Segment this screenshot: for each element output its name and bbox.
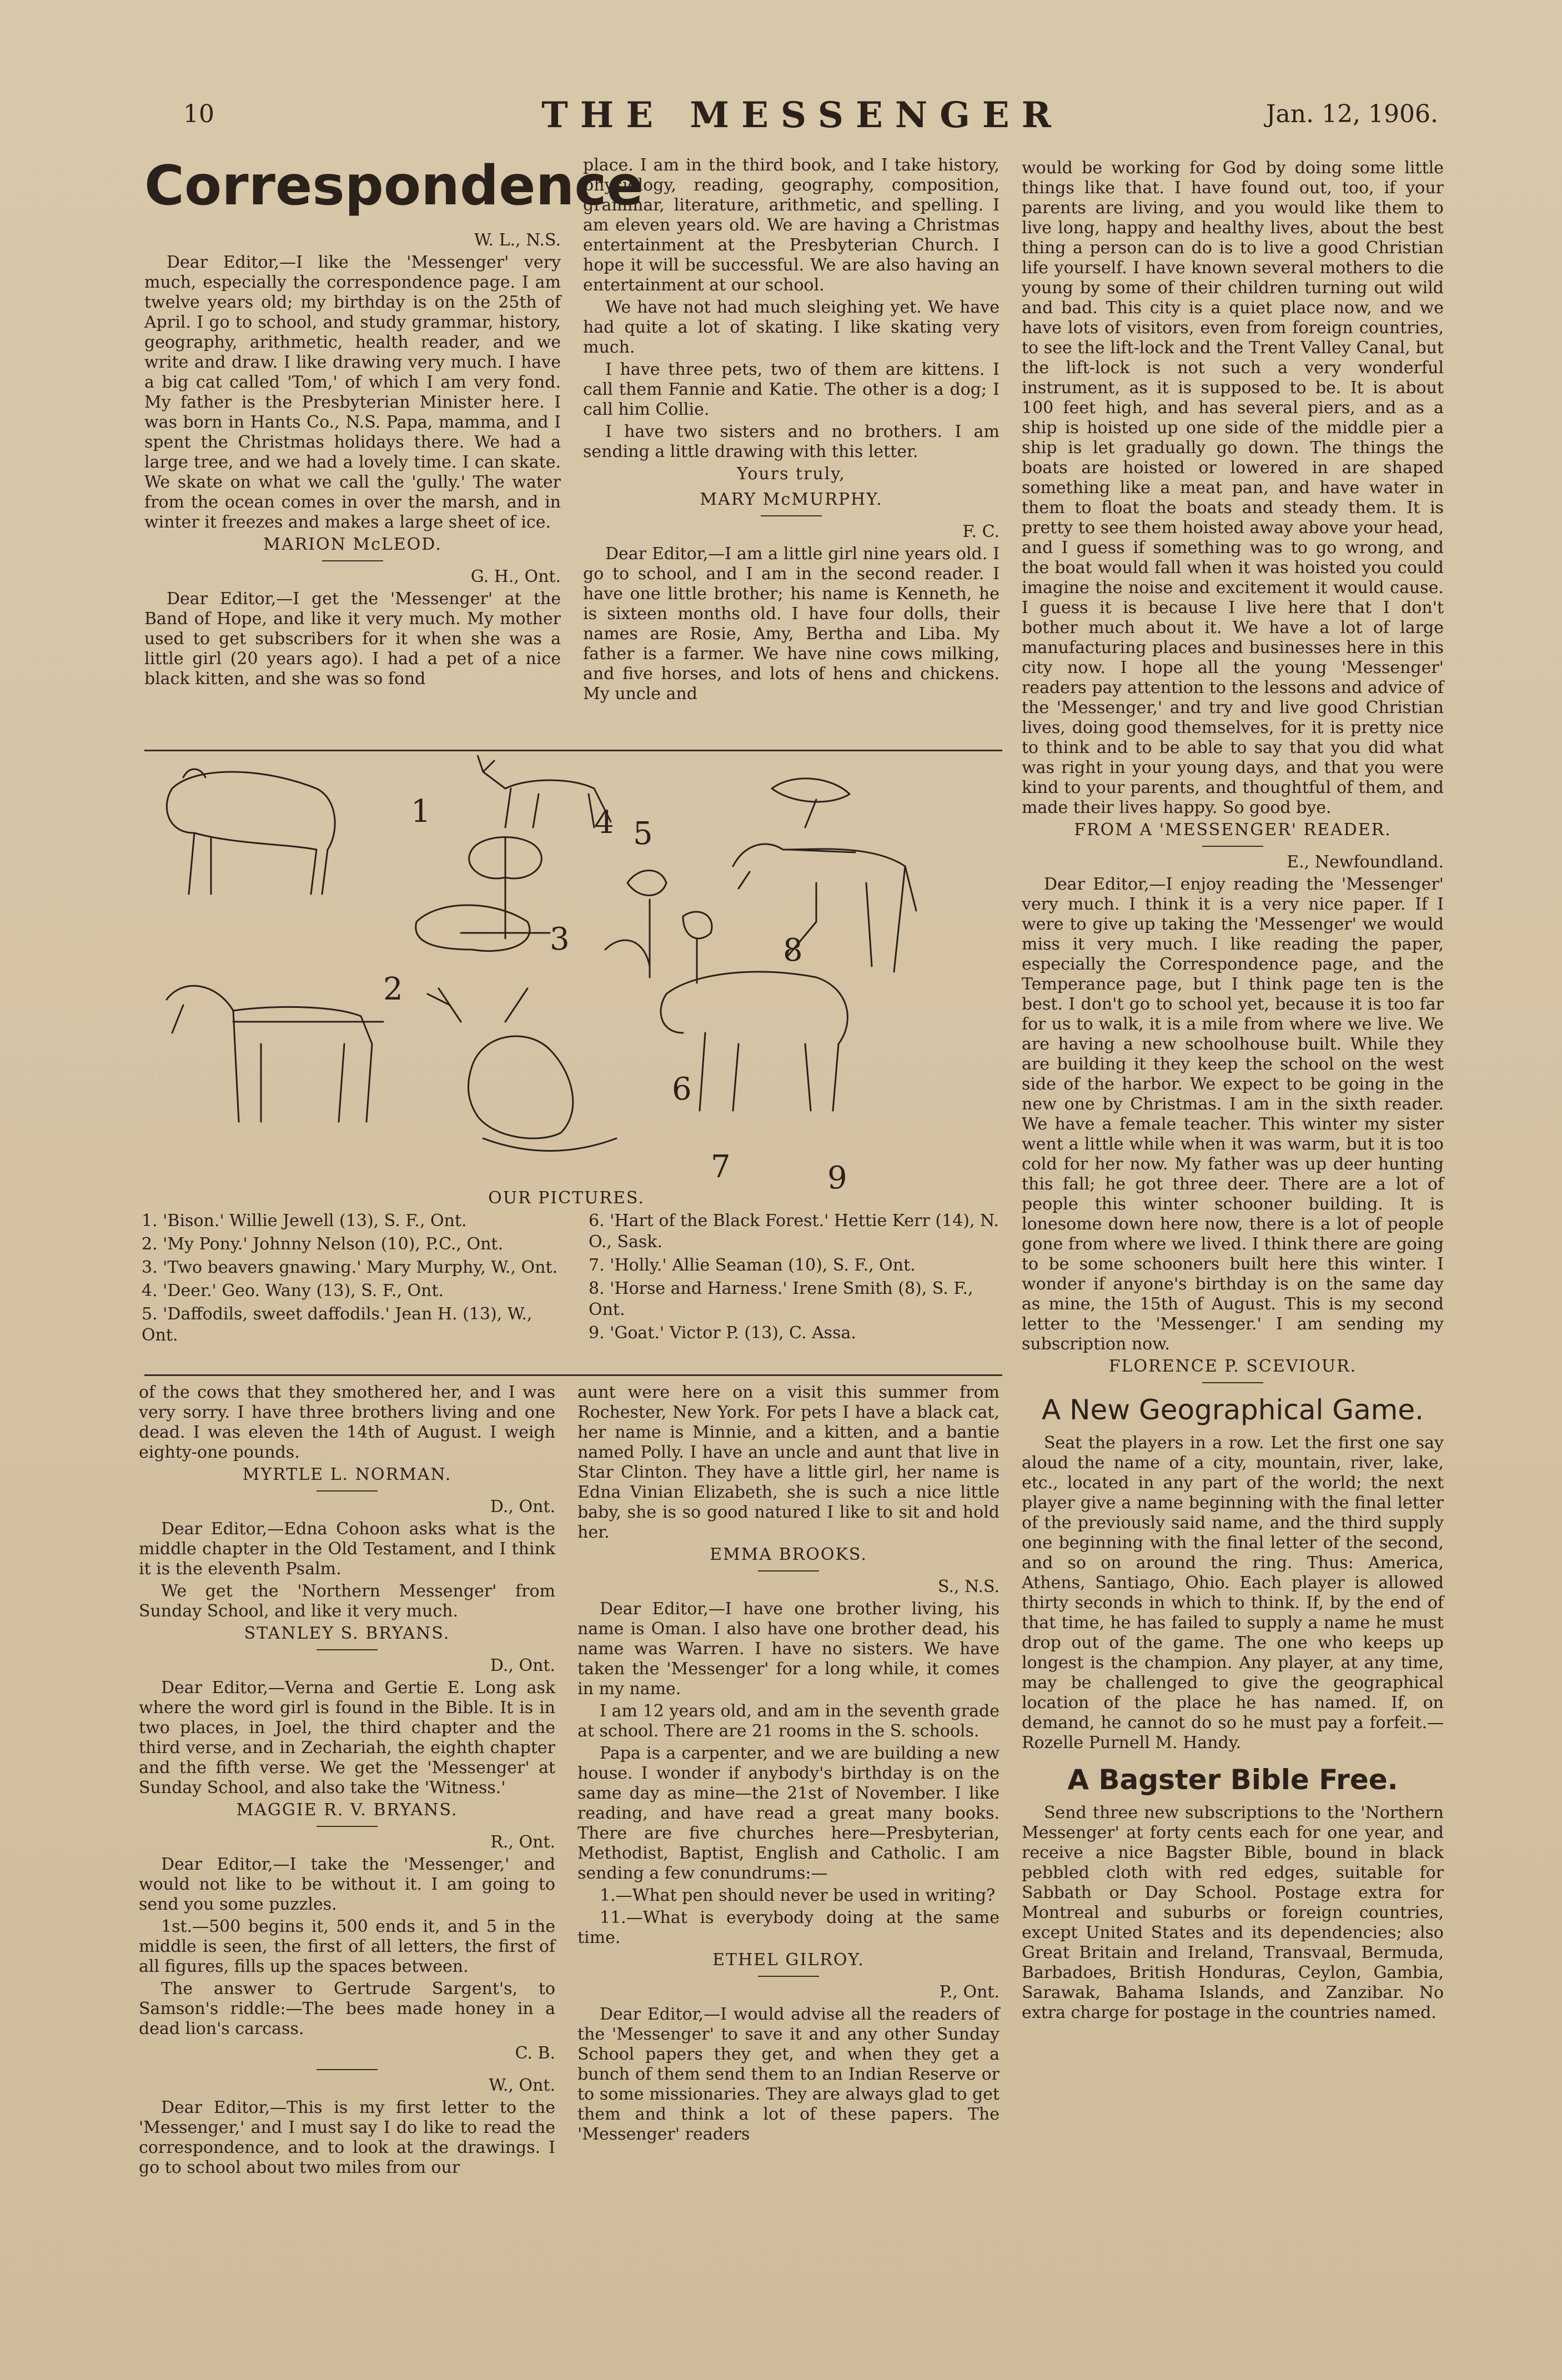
body-paragraph: Seat the players in a row. Let the first one say aloud the name of a city, mountain, river, lake, etc., located in any part of the world; the next player give a name beginning with the final letter of the previously said name, and the third supply one beginning with the final letter of the second, and so on around the ring. Thus: America, Athens, Santiago, Ohio. Each player is allowed thirty seconds in which to think. If, by the end of that time, he has failed to supply a name he must drop out of the game. The one who keeps up longest is the champion. Any player, at any time, may be challenged to give the geographical location of the place he has named. If, on demand, he cannot do so he must pay a forfeit.—Rozelle Purnell M. Handy. [1022,1433,1444,1753]
letter-signature: ETHEL GILROY. [712,1950,865,1970]
body-paragraph: I am 12 years old, and am in the seventh grade at school. There are 21 rooms in the S. schools. [577,1701,1000,1741]
letter-signature: MAGGIE R. V. BRYANS. [236,1800,458,1820]
letter-signature: MARION McLEOD. [263,535,442,554]
letter-signature: FLORENCE P. SCEVIOUR. [1108,1357,1357,1376]
holly-drawing [772,779,850,827]
horse-harness-drawing [733,844,916,972]
body-paragraph: 1.—What pen should never be used in writing? [600,1886,996,1905]
section-title: Correspondence [144,154,644,218]
daffodils-drawing [605,871,712,983]
illustration-number-8: 8 [783,932,803,968]
caption-item: 2. 'My Pony.' Johnny Nelson (10), P.C., Ont. [142,1234,503,1254]
masthead-title: THE MESSENGER [541,94,1063,136]
letter-separator [1202,1382,1263,1383]
letter-separator [761,515,822,516]
letter-signature: MYRTLE L. NORMAN. [242,1465,452,1484]
illustration-number-2: 2 [383,971,403,1007]
body-paragraph: Dear Editor,—I have one brother living, his name is Oman. I also have one brother dead, his name was Warren. I have no sisters. We have taken the 'Messenger' for a long while, it comes in my name. [577,1599,1000,1699]
illustration-number-9: 9 [827,1160,847,1196]
tree-drawing [461,837,550,939]
column-1-bottom [139,1383,555,2180]
caption-item: 3. 'Two beavers gnawing.' Mary Murphy, W., Ont. [142,1258,558,1277]
letter-separator [758,1570,819,1571]
body-paragraph: 1st.—500 begins it, 500 ends it, and 5 in the middle is seen, the first of all letters, the first of all figures, fills up the spaces between. [139,1917,555,1976]
article-title: A New Geographical Game. [1041,1394,1424,1426]
letter-separator [317,1649,378,1650]
body-paragraph: would be working for God by doing some little things like that. I have found out, too, if your parents are living, and you would like them to live long, happy and healthy lives, about the best thing a person can do is to live a good Christian life yourself. I have known several mothers to die young by some of their children turning out wild and bad. This city is a quiet place now, and we have lots of visitors, even from foreign countries, to see the lift-lock and the Trent Valley Canal, but the lift-lock is not such a very wonderful instrument, as it is supposed to be. It is about 100 feet high, and has several piers, and as a ship is hoisted up one side of the middle pier a ship is let gradually go down. The things the boats are hoisted or lowered in are shaped something like a meat pan, and have water in them to float the boats and steady them. It is pretty to see them hoisted away above your head, and I guess if something was to go wrong, and the boat would fall when it was hoisted you could imagine the noise and excitement it would cause. I guess it is because I live here that I don't bother much about it. We have a lot of large manufacturing places and businesses here in this city now. I hope all the young 'Messenger' readers pay attention to the lessons and advice of the 'Messenger,' and try and live good Christian lives, doing good themselves, for it is pretty nice to think and to be able to say that you did what was right in your young days, and that you were kind to your parents, and thoughtful of them, and made their lives happy. So good bye. [1022,158,1444,817]
body-paragraph: I have three pets, two of them are kittens. I call them Fannie and Katie. The other is a dog; I call him Collie. [583,360,1000,419]
our-pictures-list-left [142,1211,569,1348]
illustration-number-1: 1 [411,794,431,830]
illustration-number-3: 3 [550,921,570,957]
letter-signature: Yours truly, [737,464,846,484]
children-drawings-illustration [150,755,983,1205]
body-paragraph: We get the 'Northern Messenger' from Sunday School, and like it very much. [139,1581,555,1621]
hart-drawing [428,988,573,1138]
our-pictures-title: OUR PICTURES. [488,1188,645,1208]
page-header [155,83,1449,150]
body-paragraph: I have two sisters and no brothers. I am sending a little drawing with this letter. [583,422,1000,461]
illustration-number-5: 5 [633,816,653,852]
body-paragraph: Dear Editor,—I would advise all the readers of the 'Messenger' to save it and any other Sunday School papers they get, and when they get a bunch of them send them to an Indian Reserve or to some missionaries. They are always glad to get them and think a lot of these papers. The 'Messenger' readers [577,2005,1000,2144]
body-paragraph: Dear Editor,—I like the 'Messenger' very much, especially the correspondence page. I am twelve years old; my birthday is on the 25th of April. I go to school, and study grammar, history, geography, arithmetic, health reader, and we write and draw. I like drawing very much. I have a big cat called 'Tom,' of which I am very fond. My father is the Presbyterian Minister here. I was born in Hants Co., N.S. Papa, mamma, and I spent the Christmas holidays there. We had a large tree, and we had a lovely time. I can skate. We skate on what we call the 'gully.' The water from the ocean comes in over the marsh, and in winter it freezes and makes a large sheet of ice. [144,253,561,532]
column-3 [1022,158,1444,2025]
letter-separator [317,1490,378,1492]
caption-item: 6. 'Hart of the Black Forest.' Hettie Kerr (14), N. O., Sask. [589,1211,999,1252]
illustration-number-7: 7 [711,1149,731,1185]
article-title: A Bagster Bible Free. [1067,1764,1398,1796]
letter-location: G. H., Ont. [470,567,561,586]
illustration-number-4: 4 [594,805,614,841]
page-number: 10 [183,100,214,128]
letter-separator [322,560,383,561]
caption-item: 7. 'Holly.' Allie Seaman (10), S. F., Ont. [589,1256,916,1275]
beavers-drawing [416,905,530,951]
caption-item: 4. 'Deer.' Geo. Wany (13), S. F., Ont. [142,1281,444,1301]
letter-location: F. C. [962,522,1000,541]
letter-signature: STANLEY S. BRYANS. [244,1624,450,1643]
letter-signature: EMMA BROOKS. [710,1545,867,1564]
letter-location: R., Ont. [490,1832,555,1852]
body-paragraph: Dear Editor,—I enjoy reading the 'Messenger' very much. I think it is a very nice paper. If I were to give up taking the 'Messenger' we would miss it very much. I like reading the paper, especially the Correspondence page, and the Temperance page, but I think page ten is the best. I don't go to school yet, because it is too far for us to walk, it is a mile from where we live. We are having a new schoolhouse built. While they are building it they keep the school on the west side of the harbor. We expect to be going in the new one by Christmas. I am in the sixth reader. We have a female teacher. This winter my sister went a little while when it was warm, but it is too cold for her now. My father was up deer hunting this fall; he got three deer. There are a lot of people this winter schooner building. It is lonesome down here now, there is a lot of people gone from where we lived. I think there are going to be some schooners built here this winter. I wonder if anyone's birthday is on the same day as mine, the 15th of August. This is my second letter to the 'Messenger.' I am sending my subscription now. [1022,875,1444,1354]
letter-location: D., Ont. [490,1656,555,1675]
column-2-bottom [577,1383,1000,2147]
letter-location: S., N.S. [938,1577,1000,1596]
body-paragraph: The answer to Gertrude Sargent's, to Samson's riddle:—The bees made honey in a dead lion's carcass. [139,1979,555,2038]
caption-item: 5. 'Daffodils, sweet daffodils.' Jean H. (13), W., Ont. [142,1304,533,1345]
illustration-number-6: 6 [672,1071,692,1107]
letter-separator [317,2069,378,2070]
caption-item: 8. 'Horse and Harness.' Irene Smith (8), S. F., Ont. [589,1279,973,1319]
body-paragraph: 11.—What is everybody doing at the same time. [577,1908,1000,1947]
body-paragraph: aunt were here on a visit this summer from Rochester, New York. For pets I have a black cat, her name is Minnie, and a kitten, and a bantie named Polly. I have an uncle and aunt that live in Star Clinton. They have a little girl, her name is Edna Vinian Elizabeth, she is such a nice little baby, she is so good natured I like to sit and hold her. [577,1383,1000,1542]
letter-separator [758,1976,819,1977]
divider-above-illustration [144,750,1002,751]
body-paragraph: Papa is a carpenter, and we are building a new house. I wonder if anybody's birthday is on the same day as mine—the 21st of November. I like reading, and have read a great many books. There are five churches here—Presbyterian, Methodist, Baptist, English and Catholic. I am sending a few conundrums:— [577,1744,1000,1883]
letter-location: D., Ont. [490,1497,555,1517]
letter-signature: FROM A 'MESSENGER' READER. [1074,820,1392,840]
body-paragraph: We have not had much sleighing yet. We have had quite a lot of skating. I like skating very much. [583,298,1000,357]
bison-drawing [167,772,335,894]
letter-location: W. L., N.S. [474,230,561,250]
letter-separator [1202,846,1263,847]
body-paragraph: of the cows that they smothered her, and I was very sorry. I have three brothers living and one dead. I was eleven the 14th of August. I weigh eighty-one pounds. [139,1383,555,1462]
letter-location: C. B. [515,2043,555,2063]
body-paragraph: Dear Editor,—I am a little girl nine years old. I go to school, and I am in the second reader. I have one little brother; his name is Kenneth, he is sixteen months old. I have four dolls, their names are Rosie, Amy, Bertha and Liba. My father is a farmer. We have nine cows milking, and five horses, and lots of hens and chickens. My uncle and [583,544,1000,704]
body-paragraph: place. I am in the third book, and I take history, physiology, reading, geography, composition, grammar, literature, arithmetic, and spelling. I am eleven years old. We are having a Christmas entertainment at the Presbyterian Church. I hope it will be successful. We are also having an entertainment at our school. [583,155,1000,295]
our-pictures-list-right [589,1211,1000,1346]
body-paragraph: Dear Editor,—Verna and Gertie E. Long ask where the word girl is found in the Bible. It is in two places, in Joel, the third chapter and the third verse, and in Zechariah, the eighth chapter and the fifth verse. We get the 'Messenger' at Sunday School, and also take the 'Witness.' [139,1678,555,1797]
letter-location: P., Ont. [939,1982,1000,2002]
pony-drawing [167,986,383,1122]
body-paragraph: Send three new subscriptions to the 'Northern Messenger' at forty cents each for one year, and receive a nice Bagster Bible, bound in black pebbled cloth with red edges, suitable for Sabbath or Day School. Postage extra for Montreal and suburbs or foreign countries, except United States and its dependencies; also Great Britain and Ireland, Transvaal, Bermuda, Barbadoes, British Honduras, Ceylon, Gambia, Sarawak, Bahama Islands, and Zanzibar. No extra charge for postage in the countries named. [1022,1803,1444,2022]
body-paragraph: Dear Editor,—This is my first letter to the 'Messenger,' and I must say I do like to read the correspondence, and to look at the drawings. I go to school about two miles from our [139,2098,555,2177]
issue-date: Jan. 12, 1906. [1265,100,1438,128]
letter-separator [317,1826,378,1827]
caption-item: 9. 'Goat.' Victor P. (13), C. Assa. [589,1323,856,1343]
body-paragraph: Dear Editor,—I take the 'Messenger,' and would not like to be without it. I am going to send you some puzzles. [139,1855,555,1914]
letter-signature: MARY McMURPHY. [700,490,883,509]
body-paragraph: Dear Editor,—I get the 'Messenger' at the Band of Hope, and like it very much. My mother used to get subscribers for it when she was a little girl (20 years ago). I had a pet of a nice black kitten, and she was so fond [144,589,561,689]
column-2-top [583,155,1000,706]
letter-location: W., Ont. [489,2076,555,2095]
letter-location: E., Newfoundland. [1287,852,1444,872]
column-1-top [144,153,644,691]
deer-drawing [478,755,611,827]
divider-below-illustration [144,1374,1002,1376]
caption-item: 1. 'Bison.' Willie Jewell (13), S. F., Ont. [142,1211,467,1231]
body-paragraph: Dear Editor,—Edna Cohoon asks what is the middle chapter in the Old Testament, and I think it is the eleventh Psalm. [139,1519,555,1579]
